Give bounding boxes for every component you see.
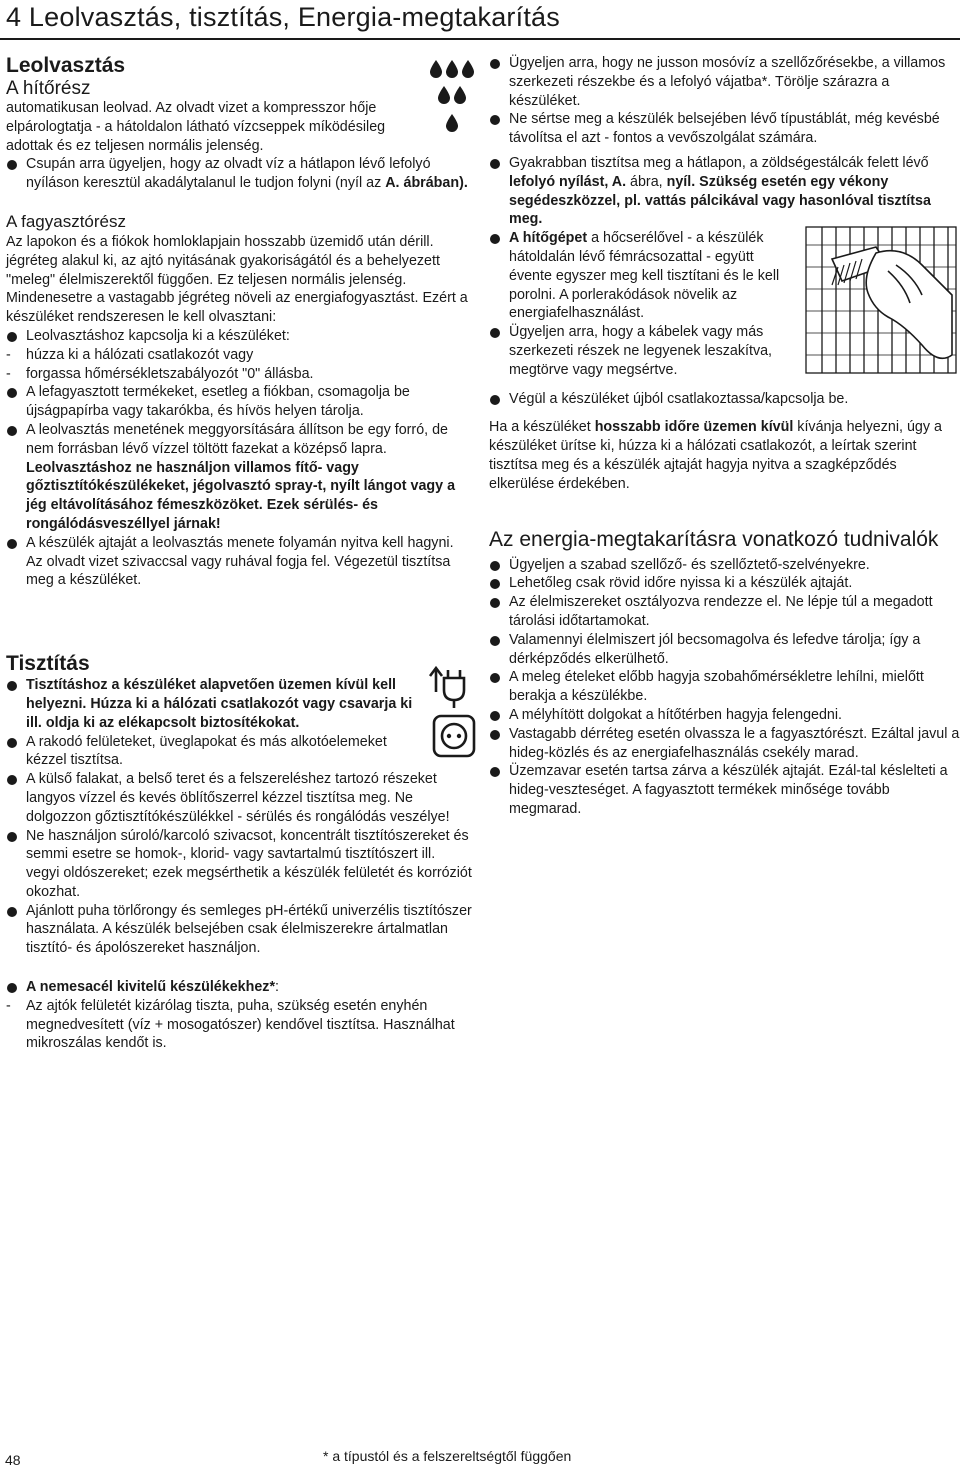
bullet-item: Leolvasztáshoz kapcsolja ki a készüléket: bbox=[6, 327, 472, 346]
hand-brush-cleaning-illustration bbox=[792, 225, 960, 375]
bullet-item: Ajánlott puha törlőrongy és semleges pH-értékű univerzélis tisztítószer használata. A készülék belsejében csak élelmiszerekre ártalmatlan tisztító- és ápolószereket használjon. bbox=[6, 902, 472, 958]
cleaning-block bbox=[489, 229, 960, 379]
section-title-energia: Az energia-megtakarításra vonatkozó tudnivalók bbox=[489, 527, 939, 551]
footnote: * a típustól és a felszereltségtől függően bbox=[323, 1448, 572, 1464]
bullet-item: A külső falakat, a belső teret és a felszereléshez tartozó részeket langyos vízzel és kevés öblítőszerrel kézzel tisztítsa meg. Ne dolgozzon gőztisztítókészülékkel - sérülés és rongálódás veszélye! bbox=[6, 770, 472, 826]
bullet-item: Ügyeljen arra, hogy a kábelek vagy más szerkezeti részek ne legyenek leszakítva, megtörve vagy megsértve. bbox=[489, 323, 792, 379]
page-number: 48 bbox=[5, 1452, 21, 1468]
right-column bbox=[489, 54, 960, 819]
bullet-item: A meleg ételeket előbb hagyja szobahőmérsékletre lehílni, mielőtt berakja a készülékbe. bbox=[489, 668, 960, 706]
subsection-title-hutoresz: A hítőrész bbox=[6, 78, 91, 99]
paragraph-long-absence: Ha a készüléket hosszabb időre üzemen kívül kívánja helyezni, úgy a készüléket ürítse ki, húzza ki a hálózati csatlakozót, a leírtak szerint tisztítsa meg és a készülék ajtaját hagyja nyitva a szagképződés elkerülése érdekében. bbox=[489, 419, 942, 492]
bullet-item: Végül a készüléket újból csatlakoztassa/kapcsolja be. bbox=[489, 390, 960, 409]
bullet-item: Vastagabb dérréteg esetén olvassza le a fagyasztórészt. Ezáltal javul a hideg-közlés és az energiafelhasználás csekély marad. bbox=[489, 725, 960, 763]
left-column bbox=[6, 54, 472, 1053]
bullet-item: A lefagyasztott termékeket, esetleg a fiókban, csomagolja be újságpapírba vagy takarókba, és hívös helyen tárolja. bbox=[6, 383, 472, 421]
bullet-item: A leolvasztás menetének meggyorsítására állítson be egy forró, de nem forrásban lévő vízzel töltött fazekat a középső lapra. bbox=[6, 421, 472, 459]
bullet-item: A rakodó felületeket, üveglapokat és más alkotóelemeket kézzel tisztítsa. bbox=[6, 733, 472, 771]
bullet-item: A mélyhítött dolgokat a hítőtérben hagyja felengedni. bbox=[489, 706, 960, 725]
bullet-item: Ne sértse meg a készülék belsejében lévő típustáblát, még kevésbé távolítsa el azt - fontos a vevőszolgálat számára. bbox=[489, 110, 960, 148]
warning-text: Leolvasztáshoz ne használjon villamos fítő- vagy gőztisztítókészülékeket, jégolvasztó spray-t, nyílt lángot vagy a jég eltávolításához fémeszközöket. Ezek sérülés- és rongálódásveszéllyel járnak! bbox=[26, 459, 456, 532]
page-title: 4 Leolvasztás, tisztítás, Energia-megtakarítás bbox=[6, 2, 560, 32]
bullet-item: Az élelmiszereket osztályozva rendezze el. Ne lépje túl a megadott tárolási időtartamokat. bbox=[489, 593, 960, 631]
dash-item: - forgassa hőmérsékletszabályozót "0" állásba. bbox=[6, 365, 472, 384]
section-title-leolvasztas: Leolvasztás bbox=[6, 54, 126, 77]
dash-item: - húzza ki a hálózati csatlakozót vagy bbox=[6, 346, 472, 365]
page-footer bbox=[0, 1444, 960, 1473]
paragraph-fagyaszto: Az lapokon és a fiókok homloklapjain hosszabb üzemidő után dérill. jégréteg alakul ki, az ajtó nyitásának gyakoriságától és a behelyezett "meleg" élelmiszerektől függően. Ez teljesen normális jelenség. Mindenesetre a vastagabb jégréteg növeli az energiafogyasztást. Ezért a készüléket rendszeresen le kell olvasztani: bbox=[6, 233, 468, 326]
bullet-item: Ügyeljen arra, hogy ne jusson mosóvíz a szellőzőrésekbe, a villamos szerkezeti részekbe és a lefolyó vájatba*. Törölje szárazra a készüléket. bbox=[489, 54, 960, 110]
bullet-item: A készülék ajtaját a leolvasztás menete folyamán nyitva kell hagyni. Az olvadt vizet szivaccsal vagy ruhával fogja fel. Végezetül tisztítsa meg a készüléket. bbox=[6, 534, 472, 590]
water-drops-icon bbox=[428, 56, 478, 136]
bullet-item: Ne használjon súroló/karcoló szivacsot, koncentrált tisztítószereket és semmi esetre se homok-, klorid- vagy savtartalmú tisztítószert ill. vegyi oldószereket; ezek megsérthetik a készülék felületét és korróziót okozhat. bbox=[6, 827, 472, 902]
bullet-item: Ügyeljen a szabad szellőző- és szellőztető-szelvényekre. bbox=[489, 556, 960, 575]
power-socket-icon bbox=[434, 716, 474, 756]
bullet-item: Valamennyi élelmiszert jól becsomagolva és lefedve tárolja; így a dérképződés elkerülhető. bbox=[489, 631, 960, 669]
page-header bbox=[0, 0, 960, 40]
bullet-item: Gyakrabban tisztítsa meg a hátlapon, a zöldségestálcák felett lévő lefolyó nyílást, A. ábra, nyíl. Szükség esetén egy vékony segédeszközzel, pl. vattás pálcikával vagy hasonlóval tisztítsa meg. bbox=[489, 154, 960, 229]
bullet-dot bbox=[6, 155, 26, 193]
bullet-item: Tisztításhoz a készüléket alapvetően üzemen kívül kell helyezni. Húzza ki a hálózati csatlakozót vagy csavarja ki ill. oldja ki az elékapcsolt biztosítékokat. bbox=[6, 676, 472, 732]
paragraph-hutoresz: automatikusan leolvad. Az olvadt vizet a kompresszor hője elpárologtatja - a hátoldalon látható vízcseppek míködésileg adottak és ez teljesen normális jelenség. bbox=[6, 100, 386, 154]
unplug-icon bbox=[428, 662, 478, 760]
bullet-item: A nemesacél kivitelű készülékekhez*: bbox=[6, 978, 472, 997]
bullet-item: Csupán arra ügyeljen, hogy az olvadt víz a hátlapon lévő lefolyó nyíláson keresztül akadálytalanul le tudjon folyni (nyíl az A. ábrában). bbox=[6, 155, 472, 193]
bullet-item: Lehetőleg csak rövid időre nyissa ki a készülék ajtaját. bbox=[489, 574, 960, 593]
bullet-item: Üzemzavar esetén tartsa zárva a készülék ajtaját. Ezál-tal késlelteti a hideg-veszteséget. A fagyasztott termékek minősége tovább megmarad. bbox=[489, 762, 960, 818]
subsection-title-fagyaszto: A fagyasztórész bbox=[6, 211, 127, 231]
bullet-item: A hítőgépet a hőcserélővel - a készülék hátoldalán lévő fémrácsozattal - együtt évente egyszer meg kell tisztítani és le kell porolni. A porlerakódások növelik az energiafelhasználást. bbox=[489, 229, 792, 323]
dash-item: - Az ajtók felületét kizárólag tiszta, puha, szükség esetén enyhén megnedvesített (víz + mosogatószer) kendővel tisztítsa. Használhat mikroszálas kendőt is. bbox=[6, 997, 472, 1053]
section-title-tisztitas: Tisztítás bbox=[6, 652, 90, 676]
